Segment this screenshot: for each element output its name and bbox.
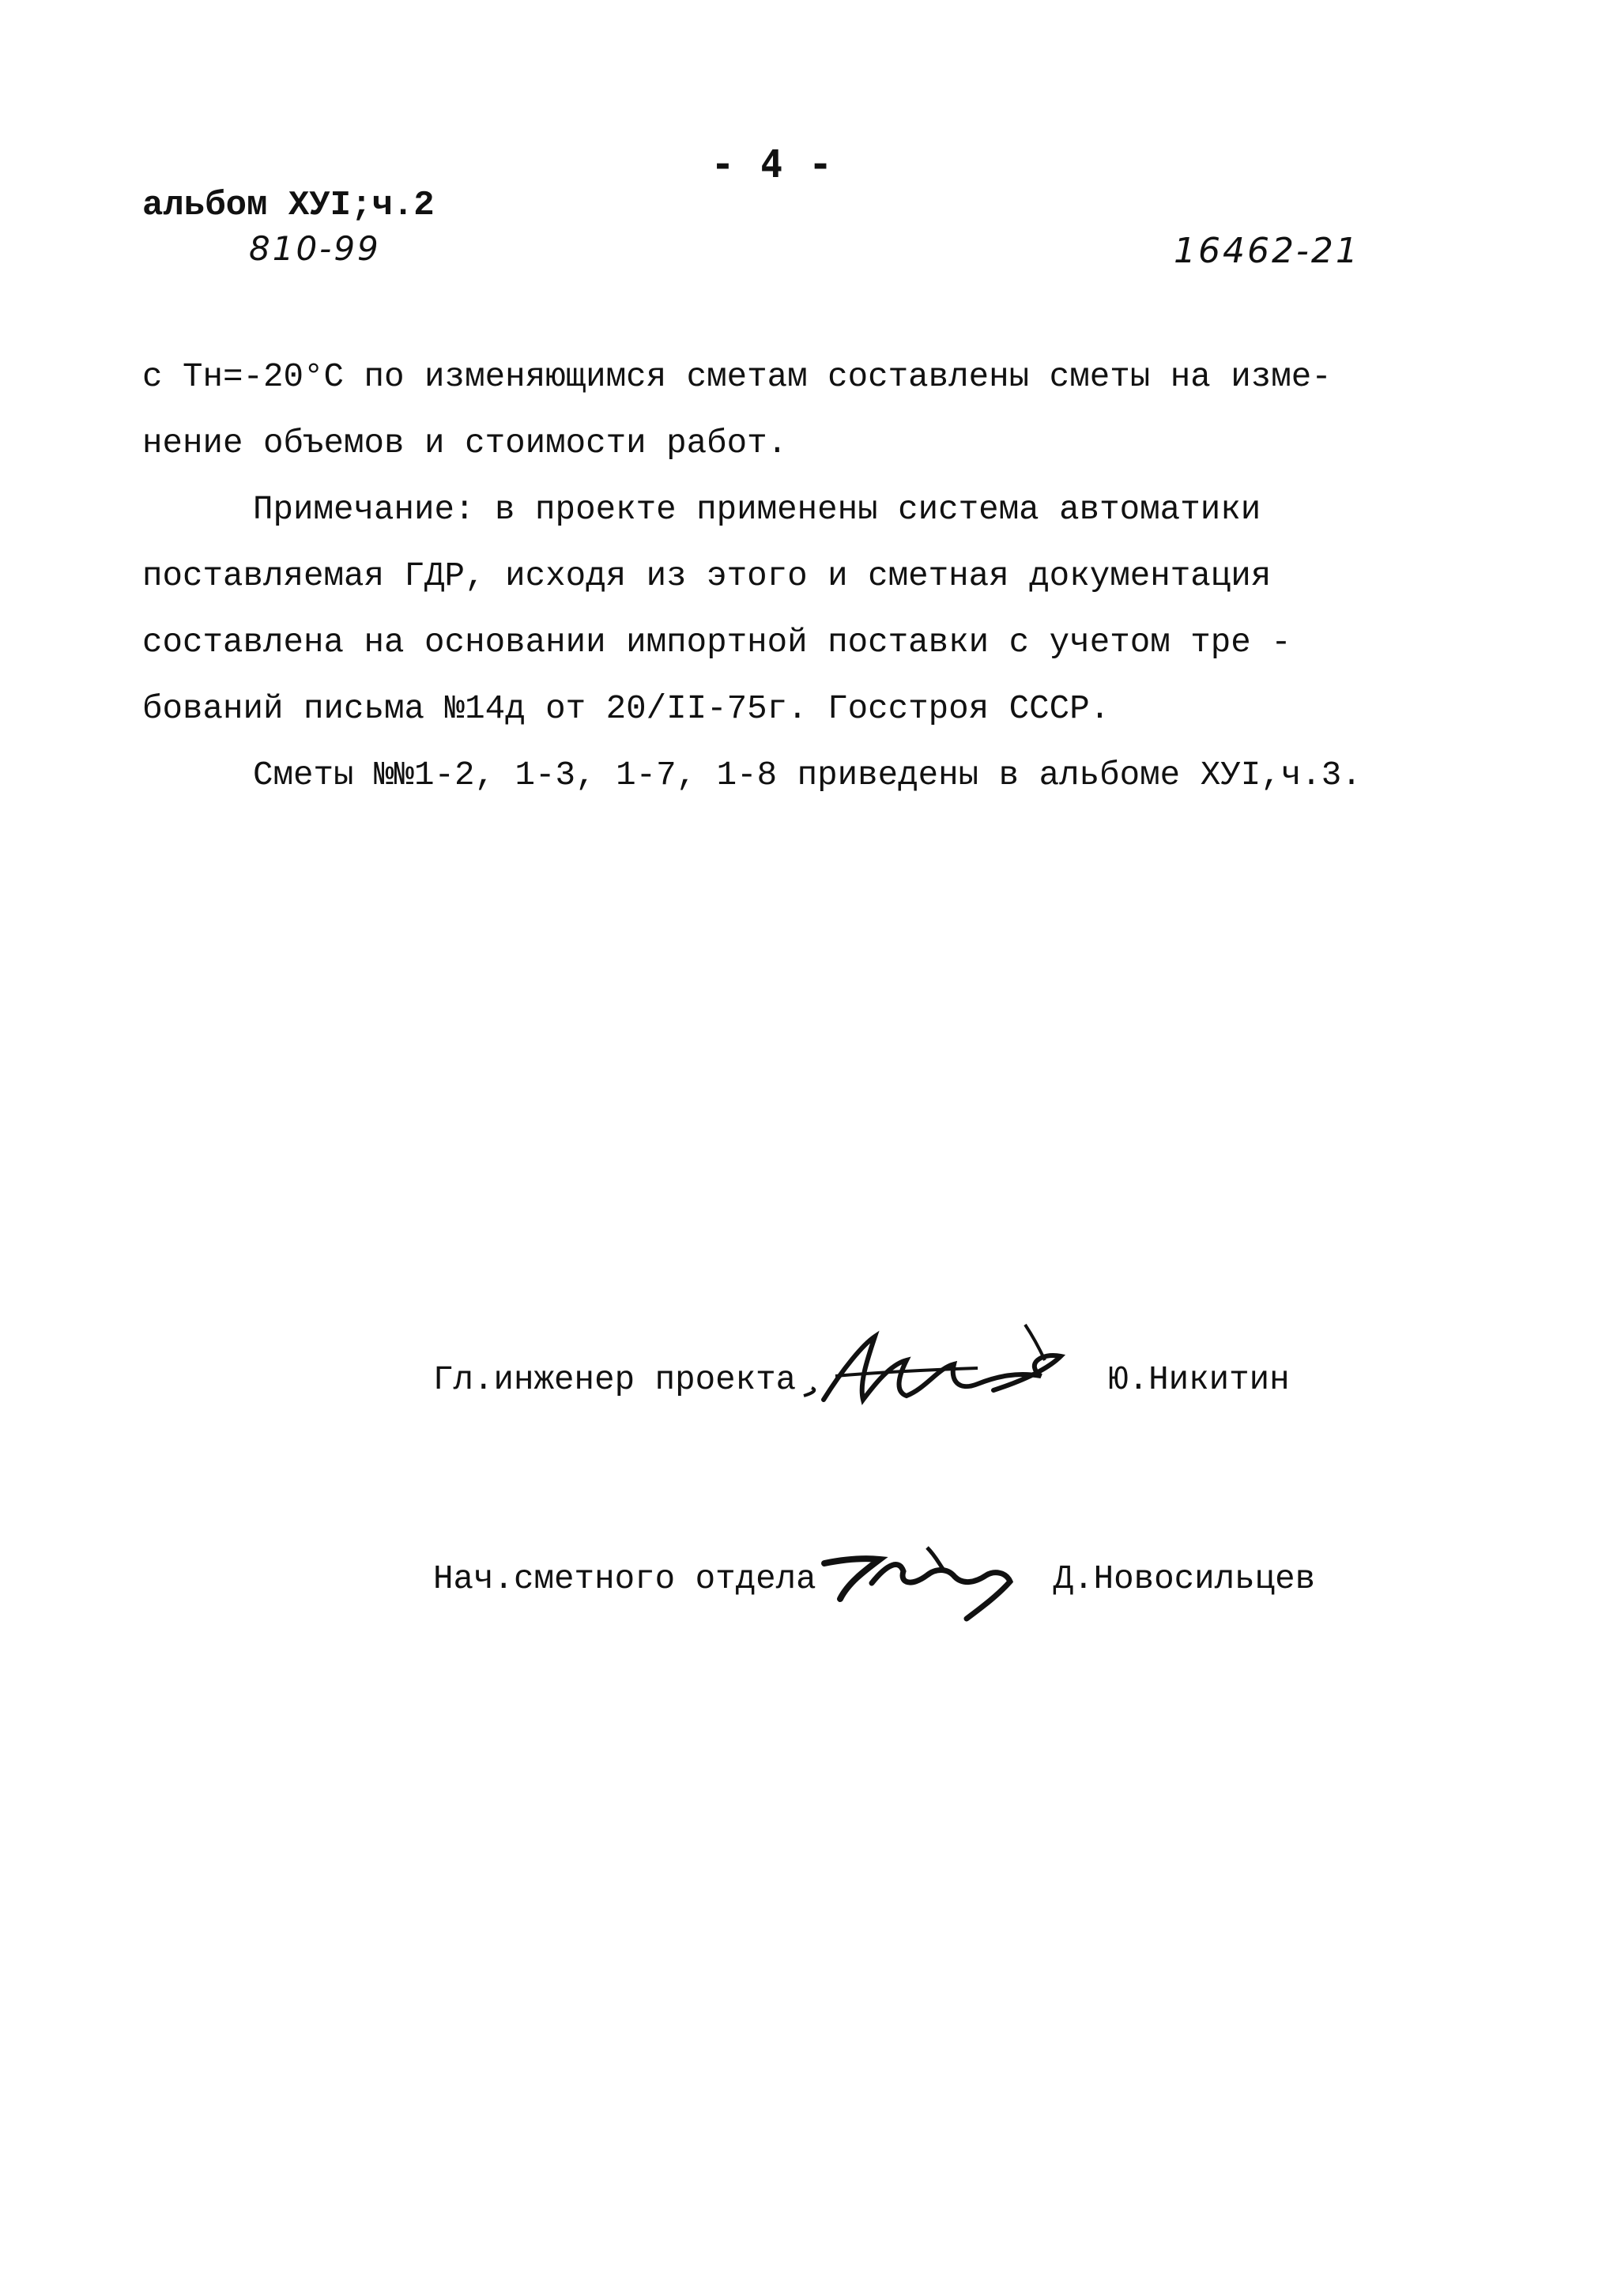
body-line: с Тн=-20°С по изменяющимся сметам составлены сметы на изме- (142, 358, 1332, 396)
signature-role: Гл.инженер проекта (433, 1361, 797, 1399)
estimates-reference-line: Сметы №№1-2, 1-3, 1-7, 1-8 приведены в альбоме ХУI,ч.3. (253, 756, 1362, 794)
body-line: поставляемая ГДР, исходя из этого и сметная документация (142, 557, 1272, 595)
signer-name: Д.Новосильцев (1053, 1560, 1316, 1598)
body-line: составлена на основании импортной поставки с учетом тре - (142, 624, 1291, 662)
handwritten-code-right: 16462-21 (1174, 231, 1360, 271)
handwritten-signature-icon (816, 1555, 1054, 1603)
handwritten-code-left: 810-99 (249, 229, 381, 268)
album-reference: альбом ХУI;ч.2 (142, 186, 435, 225)
handwritten-signature-icon (796, 1356, 1108, 1404)
document-body (142, 344, 1454, 809)
note-line: Примечание: в проекте применены система автоматики (253, 491, 1261, 529)
body-line: нение объемов и стоимости работ. (142, 424, 788, 462)
signature-role: Нач.сметного отдела (433, 1560, 816, 1598)
signer-name: Ю.Никитин (1108, 1361, 1290, 1399)
body-line: бований письма №14д от 20/II-75г. Госстроя СССР. (142, 690, 1110, 728)
signature-row-chief-engineer (312, 1280, 1315, 1480)
signature-block (312, 1280, 1315, 1679)
signature-row-estimates-head (312, 1480, 1315, 1679)
page-number: - 4 - (711, 142, 834, 187)
